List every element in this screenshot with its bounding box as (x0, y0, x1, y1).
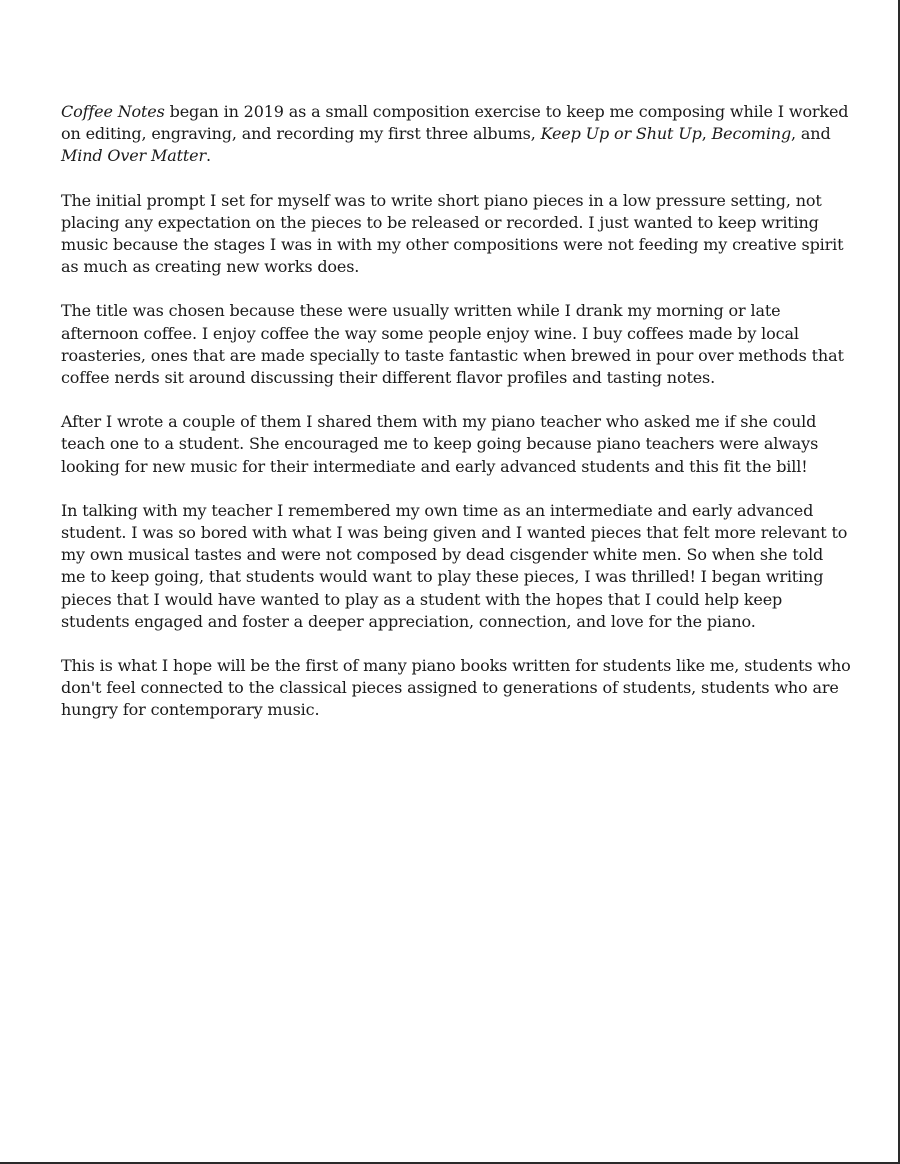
paragraph-2 (61, 190, 851, 279)
document-body (61, 101, 851, 744)
album-title-keep-up: Keep Up or Shut Up (540, 124, 702, 144)
paragraph-1 (61, 101, 851, 168)
album-title-mind-over-matter: Mind Over Matter (61, 146, 206, 166)
paragraph-text: This is what I hope will be the first of many piano books written for students like me, students who don't feel connected to the classical pieces assigned to generations of students, students who are hungry for contemporary music. (61, 656, 851, 720)
paragraph-text: . (206, 146, 211, 166)
paragraph-5 (61, 500, 851, 633)
book-title-coffee-notes: Coffee Notes (61, 102, 165, 121)
paragraph-4 (61, 411, 851, 478)
paragraph-text: , (701, 124, 712, 144)
album-title-becoming: Becoming (711, 124, 792, 144)
paragraph-text: began in 2019 as a small composition exercise to keep me composing while I worked on editing, engraving, and recording my first three albums, (61, 102, 849, 144)
paragraph-text: The initial prompt I set for myself was to write short piano pieces in a low pressure setting, not placing any expectation on the pieces to be released or recorded. I just wanted to keep writing music because the stages I was in with my other compositions were not feeding my creative spirit as much as creating new works does. (61, 190, 844, 277)
paragraph-text: After I wrote a couple of them I shared them with my piano teacher who asked me if she could teach one to a student. She encouraged me to keep going because piano teachers were always looking for new music for their intermediate and early advanced students and this fit the bill! (61, 412, 819, 476)
paragraph-text: , and (791, 124, 831, 144)
paragraph-6 (61, 655, 851, 722)
paragraph-text: The title was chosen because these were usually written while I drank my morning or late afternoon coffee. I enjoy coffee the way some people enjoy wine. I buy coffees made by local roasteries, ones that are made specially to taste fantastic when brewed in pour over methods that coffee nerds sit around discussing their different flavor profiles and tasting notes. (61, 301, 844, 388)
paragraph-3 (61, 300, 851, 389)
paragraph-text: In talking with my teacher I remembered my own time as an intermediate and early advanced student. I was so bored with what I was being given and I wanted pieces that felt more relevant to my own musical tastes and were not composed by dead cisgender white men. So when she told me to keep going, that students would want to play these pieces, I was thrilled! I began writing pieces that I would have wanted to play as a student with the hopes that I could help keep students engaged and foster a deeper appreciation, connection, and love for the piano. (61, 500, 848, 631)
